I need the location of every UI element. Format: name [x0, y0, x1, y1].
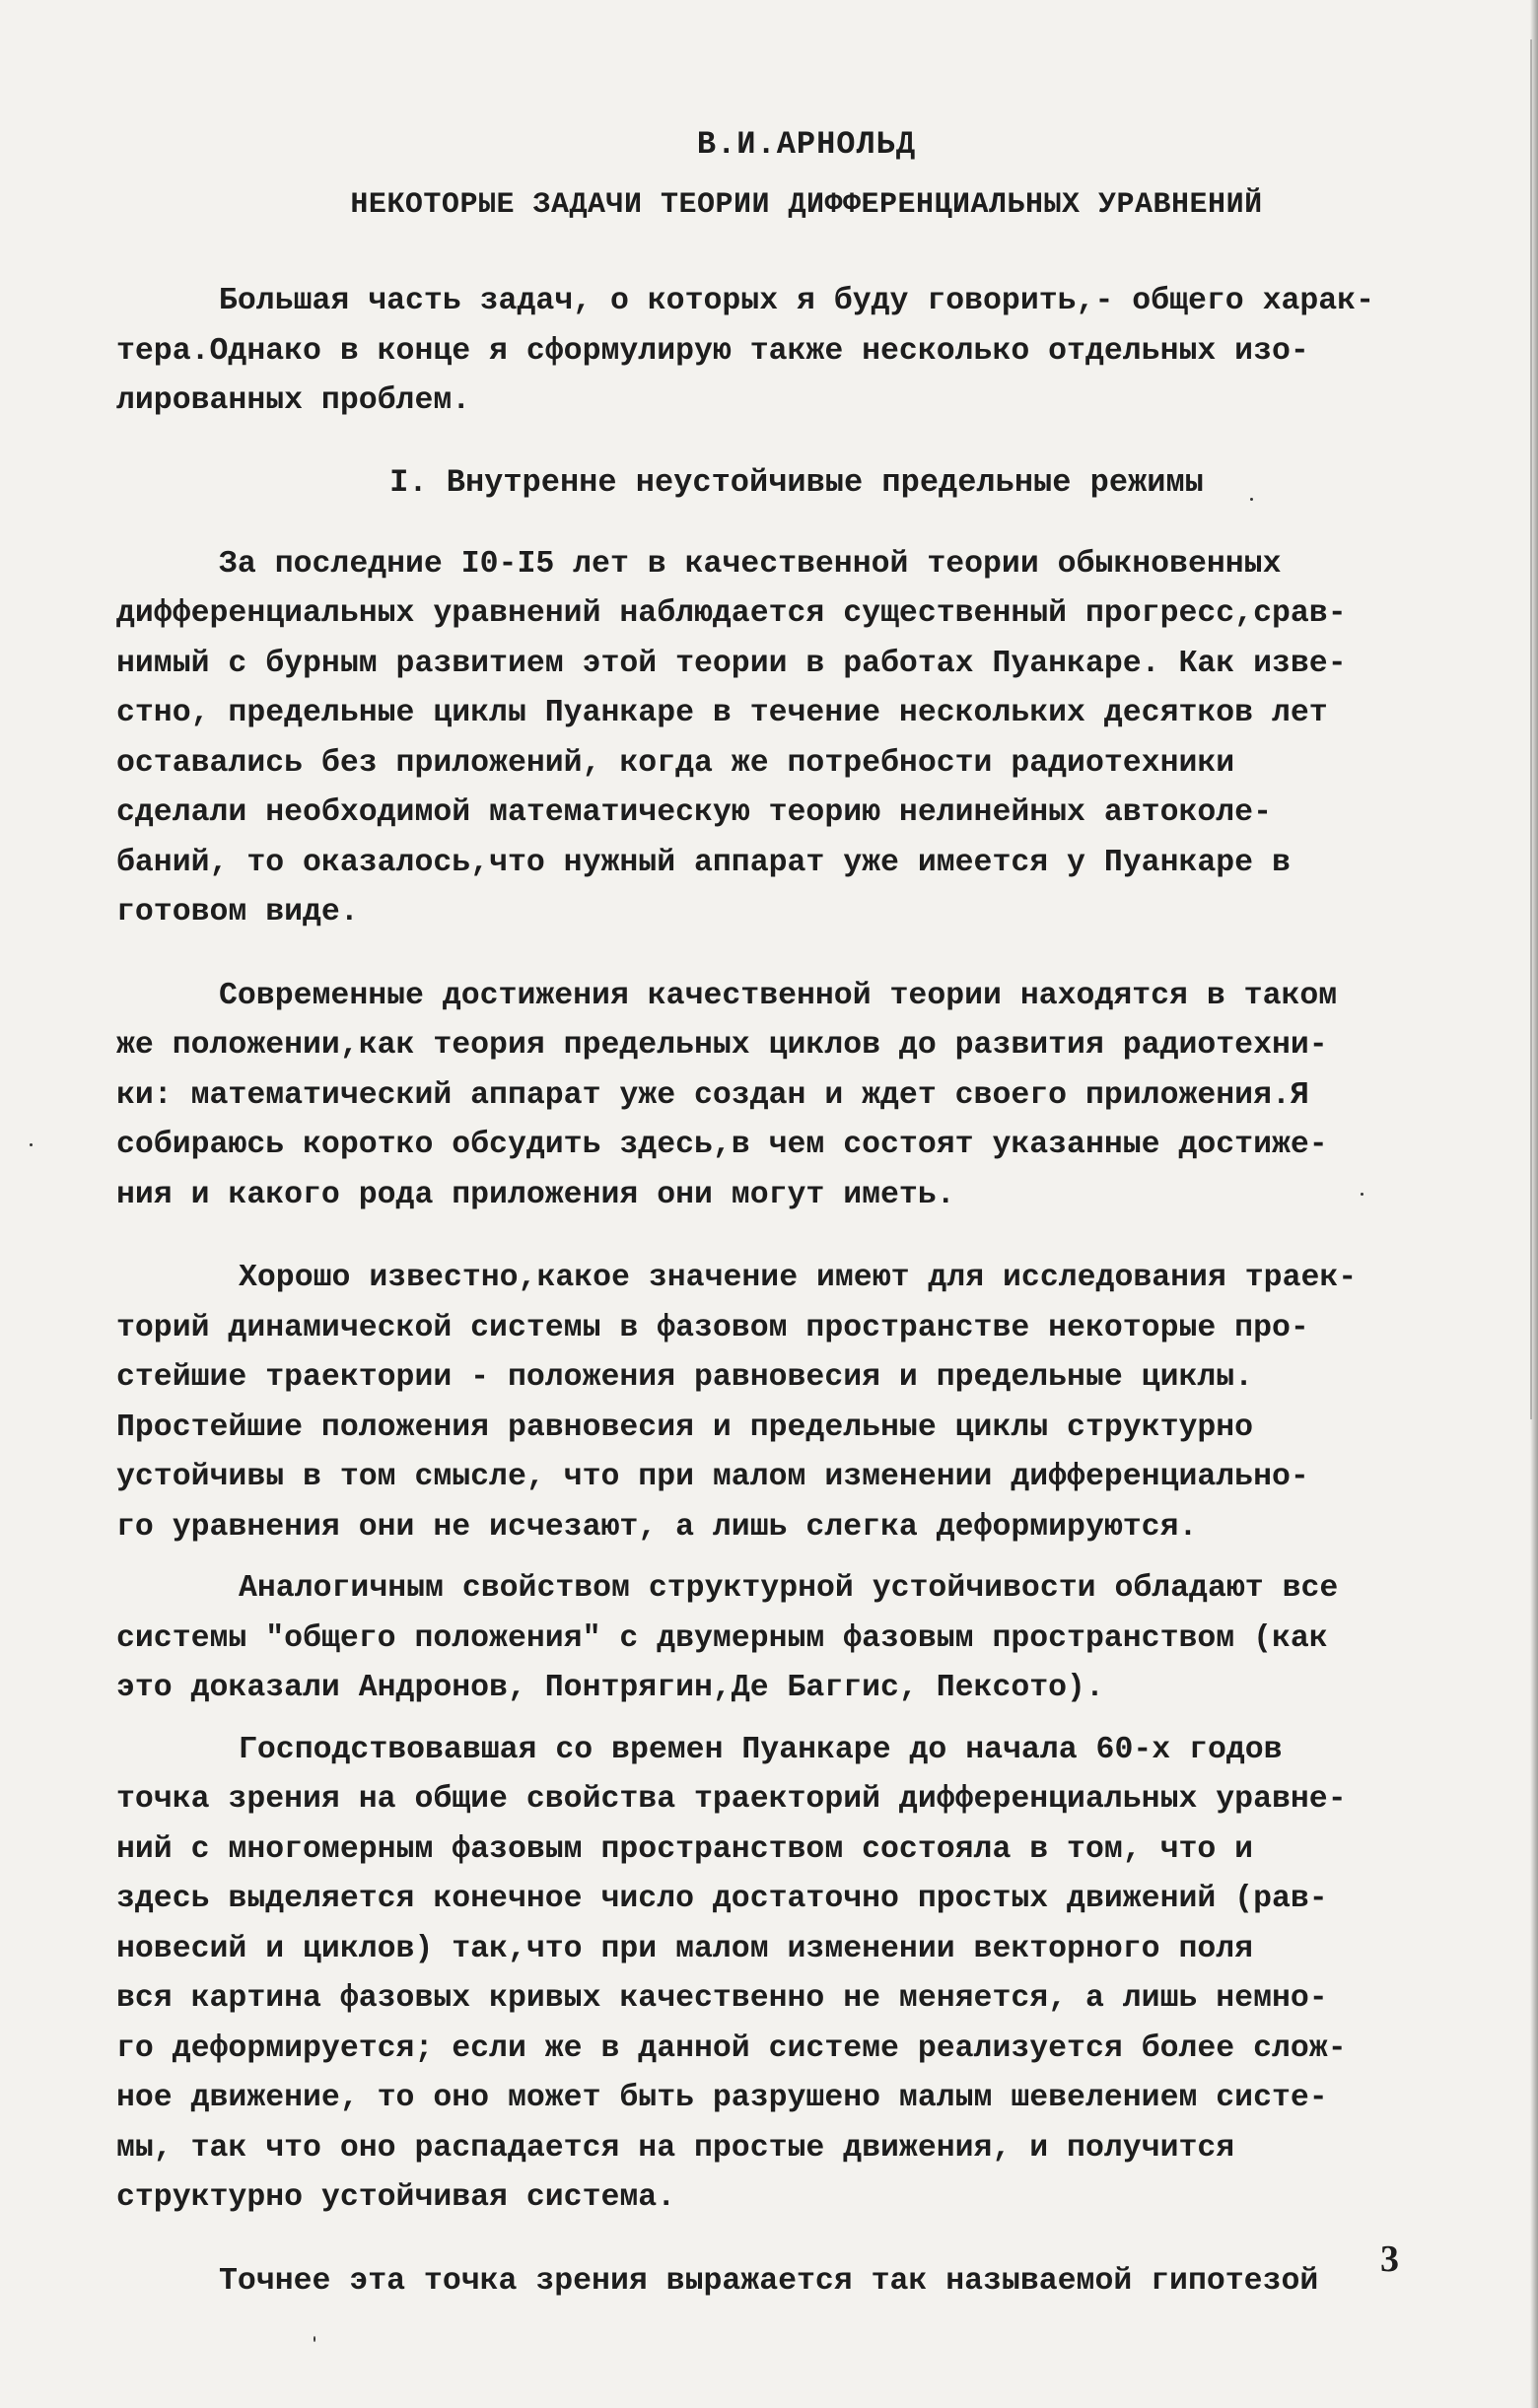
text-line: торий динамической системы в фазовом пространстве некоторые про- [116, 1310, 1309, 1345]
text-line: тера.Однако в конце я сформулирую также несколько отдельных изо- [116, 333, 1309, 369]
text-line: устойчивы в том смысле, что при малом изменении дифференциально- [116, 1460, 1309, 1494]
text-line: точка зрения на общие свойства траекторий дифференциальных уравне- [116, 1782, 1347, 1817]
text-line: сделали необходимой математическую теорию нелинейных автоколе- [116, 795, 1272, 830]
author-name: В.И.АРНОЛЬД [696, 126, 917, 163]
paper-title: НЕКОТОРЫЕ ЗАДАЧИ ТЕОРИИ ДИФФЕРЕНЦИАЛЬНЫХ УРАВНЕНИЙ [350, 188, 1263, 222]
page-edge-shadow [1530, 0, 1538, 2408]
text-line: дифференциальных уравнений наблюдается существенный прогресс,срав- [116, 596, 1347, 631]
text-line: вся картина фазовых кривых качественно не меняется, а лишь немно- [116, 1981, 1328, 2016]
body-paragraph [116, 540, 1457, 938]
text-line: ния и какого рода приложения они могут иметь. [116, 1177, 955, 1212]
body-paragraph [116, 1726, 1457, 2224]
text-line: готовом виде. [116, 895, 359, 929]
intro-paragraph [116, 277, 1457, 427]
text-line: нимый с бурным развитием этой теории в работах Пуанкаре. Как изве- [116, 646, 1347, 681]
text-line: же положении,как теория предельных циклов до развития радиотехни- [116, 1028, 1328, 1063]
text-line: структурно устойчивая система. [116, 2180, 676, 2215]
text-line: баний, то оказалось,что нужный аппарат уже имеется у Пуанкаре в [116, 845, 1291, 880]
text-line: Точнее эта точка зрения выражается так называемой гипотезой [219, 2263, 1319, 2299]
body-paragraph [116, 1564, 1457, 1714]
scan-speck [1250, 498, 1253, 501]
text-line: Простейшие положения равновесия и предельные циклы структурно [116, 1410, 1254, 1445]
text-line: За последние I0-I5 лет в качественной теории обыкновенных [219, 546, 1282, 582]
text-line: оставались без приложений, когда же потребности радиотехники [116, 745, 1235, 781]
text-line: новесий и циклов) так,что при малом изменении векторного поля [116, 1931, 1254, 1966]
text-line: здесь выделяется конечное число достаточно простых движений (рав- [116, 1882, 1328, 1916]
text-line: ное движение, то оно может быть разрушено малым шевелением систе- [116, 2081, 1328, 2115]
text-line: Современные достижения качественной теории находятся в таком [219, 978, 1338, 1013]
text-line: Большая часть задач, о которых я буду говорить,- общего харак- [219, 284, 1374, 318]
scan-speck [314, 2336, 315, 2342]
text-line: собираюсь коротко обсудить здесь,в чем состоят указанные достиже- [116, 1128, 1328, 1162]
text-line: мы, так что оно распадается на простые движения, и получится [116, 2130, 1235, 2166]
scan-speck [30, 1143, 33, 1146]
text-line: Господствовавшая со времен Пуанкаре до начала 60-х годов [239, 1732, 1283, 1767]
text-line: го уравнения они не исчезают, а лишь слегка деформируются. [116, 1509, 1198, 1545]
text-line: ний с многомерным фазовым пространством состояла в том, что и [116, 1831, 1254, 1867]
page-number: 3 [1380, 2238, 1399, 2280]
text-line: стейшие траектории - положения равновесия и предельные циклы. [116, 1360, 1254, 1395]
body-paragraph [116, 2257, 1457, 2307]
text-line: ки: математический аппарат уже создан и ждет своего приложения.Я [116, 1077, 1309, 1113]
body-paragraph [116, 1254, 1457, 1552]
text-line: Аналогичным свойством структурной устойчивости обладают все [239, 1571, 1339, 1606]
text-line: Хорошо известно,какое значение имеют для исследования траек- [239, 1261, 1358, 1295]
body-paragraph [116, 972, 1457, 1221]
text-line: системы "общего положения" с двумерным фазовым пространством (как [116, 1620, 1328, 1656]
text-line: го деформируется; если же в данной системе реализуется более слож- [116, 2030, 1347, 2066]
text-line: стно, предельные циклы Пуанкаре в течение нескольких десятков лет [116, 696, 1328, 730]
text-line: лированных проблем. [116, 383, 471, 418]
document-body [116, 126, 1457, 2306]
section-heading: I. Внутренне неустойчивые предельные режимы [389, 463, 1204, 501]
scan-speck [1361, 1193, 1363, 1196]
text-line: это доказали Андронов, Понтрягин,Де Баггис, Пексото). [116, 1671, 1104, 1705]
